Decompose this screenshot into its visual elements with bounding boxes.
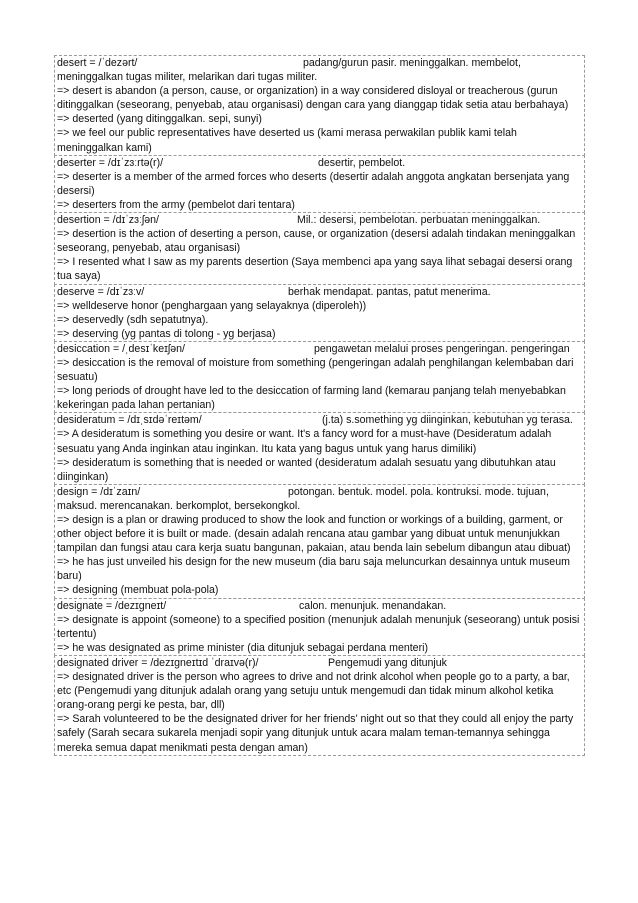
dictionary-entry [54,598,585,656]
entry-meaning: calon. menunjuk. menandakan. [299,599,447,612]
dictionary-entry [54,412,585,484]
entry-example-line: => long periods of drought have led to the desiccation of farming land (kemarau panjang telah menyebabkan kekeringan pada lahan pertanian) [57,385,566,412]
entry-header [57,599,582,613]
entry-meaning: desertir, pembelot. [318,156,406,169]
entry-example-line: => Sarah volunteered to be the designated driver for her friends' night out so that they could all enjoy the party safely (Sarah secara sukarela menjadi sopir yang ditunjuk untuk acara malam teman-temannya sehingga mereka semua dapat menikmati pesta dengan aman) [57,713,574,754]
entry-example-line: => A desideratum is something you desire or want. It's a fancy word for a must-have (Desideratum adalah sesuatu yang Anda inginkan atau inginkan. Itu kata yang bagus untuk yang harus dimiliki) [57,428,552,455]
entry-example-line: => designated driver is the person who agrees to drive and not drink alcohol when people go to a party, a bar, etc (Pengemudi yang ditunjuk adalah orang yang setuju untuk mengemudi dan tidak minum alkohol ketika orang-orang pergi ke pesta, bar, dll) [57,671,570,712]
entry-example-line: => he has just unveiled his design for the new museum (dia baru saja meluncurkan desainnya untuk museum baru) [57,556,570,583]
entry-headword: deserve = /dɪˈzɜːv/ [57,285,145,298]
entry-meaning: pengawetan melalui proses pengeringan. pengeringan [314,342,570,355]
entry-example-line: => desertion is the action of deserting a person, cause, or organization (desersi adalah tindakan meninggalkan seseorang, penyebab, atau organisasi) [57,228,576,255]
entry-header [57,213,582,227]
entry-header [57,285,582,299]
entry-meaning: berhak mendapat. pantas, patut menerima. [288,285,491,298]
entry-headword: deserter = /dɪˈzɜːrtə(r)/ [57,156,164,169]
entry-headword: designated driver = /dezɪgneɪtɪd ˈdraɪvə(r)/ [57,656,259,669]
entry-example-line: => I resented what I saw as my parents desertion (Saya membenci apa yang saya lihat sebagai desersi orang tua saya) [57,256,573,283]
entry-header [57,413,582,427]
entry-header [57,156,582,170]
entry-example-line: => design is a plan or drawing produced to show the look and function or workings of a building, garment, or other object before it is built or made. (desain adalah rencana atau gambar yang dibuat untuk menunjukkan tampilan dan fungsi atau cara kerja suatu bangunan, pakaian, atau benda lain sebelum dibangun atau dibuat) [57,514,571,555]
entry-example-line: => designate is appoint (someone) to a specified position (menunjuk adalah menunjuk (seseorang) untuk posisi tertentu) [57,613,580,640]
entry-headword: desiccation = /ˌdesɪˈkeɪʃən/ [57,342,185,355]
entry-example-line: => deserving (yg pantas di tolong - yg berjasa) [57,327,276,340]
entry-example-line: => desiccation is the removal of moisture from something (pengeringan adalah penghilangan kelembaban dari sesuatu) [57,356,574,384]
dictionary-entry [54,341,585,413]
entry-example-line: => we feel our public representatives have deserted us (kami merasa perwakilan publik kami telah meninggalkan kami) [57,127,517,154]
entry-meaning: Pengemudi yang ditunjuk [328,656,447,669]
entry-example-line: => desert is abandon (a person, cause, or organization) in a way considered disloyal or treacherous (gurun ditinggalkan (seseorang, penyebab, atau organisasi) dengan cara yang dianggap tidak setia atau berbahaya) [57,85,569,112]
entry-headword: designate = /dezɪgneɪt/ [57,599,167,612]
entry-example-line: => deserters from the army (pembelot dari tentara) [57,198,295,211]
entry-meaning: padang/gurun pasir. meninggalkan. membelot, [303,57,521,69]
dictionary-entry [54,212,585,284]
dictionary-entry [54,284,585,342]
entry-example-line: => deserted (yang ditinggalkan. sepi, sunyi) [57,113,262,126]
dictionary-entry [54,55,585,156]
entry-headword: desideratum = /dɪˌsɪdəˈreɪtəm/ [57,414,202,427]
entry-header [57,342,582,356]
dictionary-entry [54,655,585,756]
entry-meaning-continued: maksud. merencanakan. berkomplot, bersekongkol. [57,499,301,512]
entry-meaning: (j.ta) s.something yg diinginkan, kebutuhan yg terasa. [322,414,573,427]
entry-example-line: => deserter is a member of the armed forces who deserts (desertir adalah anggota angkatan bersenjata yang desersi) [57,170,570,197]
entry-example-line: => welldeserve honor (penghargaan yang selayaknya (diperoleh)) [57,299,367,312]
entry-meaning: Mil.: desersi, pembelotan. perbuatan meninggalkan. [297,214,541,227]
entry-example-line: => deservedly (sdh sepatutnya). [57,313,209,326]
entry-example-line: => designing (membuat pola-pola) [57,584,219,597]
dictionary-document [54,56,585,756]
entry-header [57,56,582,70]
entry-headword: desert = /ˈdezərt/ [57,57,138,69]
dictionary-entry [54,484,585,599]
entry-headword: design = /dɪˈzaɪn/ [57,485,141,498]
entry-example-line: => he was designated as prime minister (dia ditunjuk sebagai perdana menteri) [57,641,428,654]
dictionary-entry [54,155,585,213]
entry-header [57,656,582,670]
entry-example-line: => desideratum is something that is needed or wanted (desideratum adalah sesuatu yang dibutuhkan atau diinginkan) [57,456,556,483]
entry-headword: desertion = /dɪˈzɜːʃən/ [57,214,159,227]
entry-meaning-continued: meninggalkan tugas militer, melarikan dari tugas militer. [57,71,318,84]
entry-header [57,485,582,499]
entry-meaning: potongan. bentuk. model. pola. kontruksi. mode. tujuan, [288,485,549,498]
